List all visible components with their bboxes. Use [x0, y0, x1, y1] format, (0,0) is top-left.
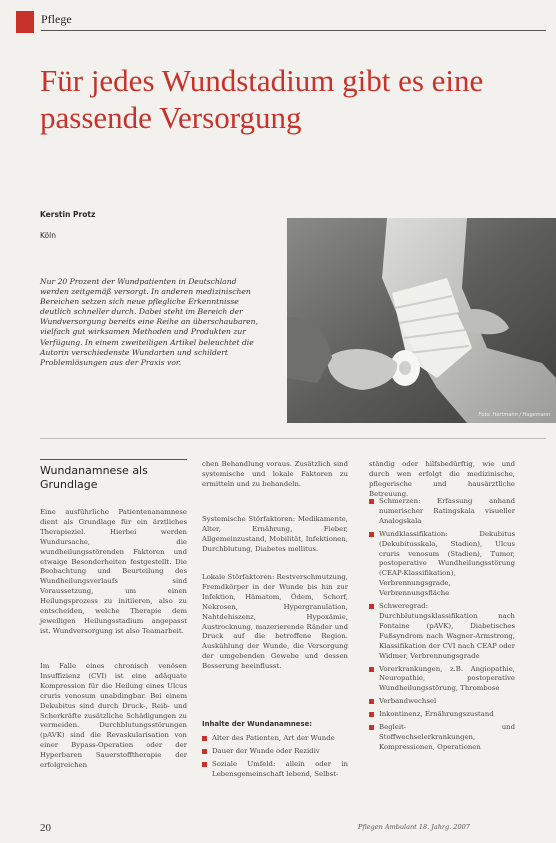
section-separator [40, 438, 546, 439]
anamnesis-list-continued [369, 497, 515, 756]
section-heading-rule [40, 459, 187, 460]
anamnesis-subheading: Inhalte der Wundanamnese: [202, 720, 312, 728]
column3-paragraph: ständig oder hilfsbedürftig, wie und durch wen erfolgt die medizinische, pflegerische und hausärztliche Betreuung. [369, 460, 515, 498]
list-item: Begleit- und Stoffwechselerkrankungen, Kompressionen, Operationen [369, 723, 515, 753]
column2-paragraph: chen Behandlung voraus. Zusätzlich sind systemische und lokale Faktoren zu ermitteln und zu behandeln. [202, 460, 348, 488]
author-name: Kerstin Protz [40, 210, 96, 219]
article-photo [287, 218, 556, 423]
list-item: Wundklassifikation: Dekubitus (Dekubitusskala, Stadien), Ulcus cruris venosum (Stadien), Tumor, postoperative Wundheilungsstörung (CEAP-Klassifikation), Verbrennungsgrade, Verbrennungsfläche [369, 530, 515, 599]
column1-paragraph: Eine ausführliche Patientenanamnese dient als Grundlage für ein ärztliches Therapieziel. Hierbei werden Wundursache, die wundheilungsstörenden Faktoren und etwaige Besonderheiten festgestellt. Die Beobachtung und Beurteilung des Wundheilungsverlaufs sind Voraussetzung, um einen Heilungsprozess zu initiieren, also zu entscheiden, welche Therapie dem jeweiligen Heilungsstadium angepasst ist. Wundversorgung ist also Teamarbeit. [40, 508, 187, 635]
journal-reference: Pflegen Ambulant 18. Jahrg. 2007 [358, 823, 470, 831]
list-item: Inkontinenz, Ernährungszustand [369, 710, 515, 720]
article-title: Für jedes Wundstadium gibt es eine passende Versorgung [40, 63, 484, 135]
anamnesis-list [202, 734, 348, 783]
section-color-block [16, 11, 34, 33]
column2-paragraph: Lokale Störfaktoren: Restverschmutzung, Fremdkörper in der Wunde bis hin zur Infektion, Hämatom, Ödem, Schorf, Nekrosen, Hypergranulation, Nahtdehiszenz, Hypoxämie, Austrocknung, mazerierende Ränder und Druck auf die betroffene Region. Auskühlung der Wunde, die Versorgung der umgebenden Gewebe und dessen Besserung beeinflusst. [202, 573, 349, 671]
list-item: Alter des Patienten, Art der Wunde [202, 734, 348, 744]
list-item: Dauer der Wunde oder Rezidiv [202, 747, 348, 757]
list-item: Soziale Umfeld: allein oder in Lebensgemeinschaft lebend, Selbst- [202, 760, 348, 780]
author-location: Köln [40, 231, 56, 240]
section-label: Pflege [41, 12, 72, 26]
page-number: 20 [40, 822, 51, 834]
column1-paragraph: Im Falle eines chronisch venösen Insuffizienz (CVI) ist eine adäquate Kompression für die Heilung eines Ulcus cruris venosum unabdingbar. Bei einem Dekubitus sind durch Druck-, Reib- und Scherkräfte zusätzliche Schädigungen zu vermeiden. Durchblutungsstörungen (pAVK) sind die Revaskularisation von einer Bypass-Operation oder der Hyperbaren Sauerstofftherapie der erfolgreichen [40, 662, 187, 770]
section-heading: Wundanamnese als Grundlage [40, 464, 148, 491]
list-item: Schmerzen: Erfassung anhand numerischer Ratingskala visueller Analogskala [369, 497, 515, 527]
bandaging-photo-illustration [287, 218, 556, 423]
header-rule [41, 30, 546, 31]
list-item: Vorerkrankungen, z.B. Angiopathie, Neuropathie, postoperative Wundheilungsstörung, Thrombose [369, 665, 515, 695]
column2-paragraph: Systemische Störfaktoren: Medikamente, Alter, Ernährung, Fieber, Allgemeinzustand, Mobilität, Infektionen, Durchblutung, Diabetes mellitus. [202, 515, 348, 553]
list-item: Schweregrad: Durchblutungsklassifikation nach Fontaine (pAVK), Diabetisches Fußsyndrom nach Wagner-Armstrong, Klassifikation der CVI nach CEAP oder Widmer, Verbrennungsgrade [369, 602, 515, 661]
list-item: Verbandwechsel [369, 697, 515, 707]
photo-credit: Foto: Hartmann / Hagemann [478, 412, 550, 418]
article-abstract: Nur 20 Prozent der Wundpatienten in Deutschland werden zeitgemäß versorgt. In anderen medizinischen Bereichen setzen sich neue pflegliche Erkenntnisse deutlich schneller durch. Dabei steht im Bereich der Wundversorgung bereits eine Reihe an überschaubaren, vielfach gut wirksamen Methoden und Produkten zur Verfügung. In einem zweiteiligen Artikel beleuchtet die Autorin verschiedenste Wundarten und schildert Problemlösungen aus der Praxis vor. [40, 277, 258, 367]
